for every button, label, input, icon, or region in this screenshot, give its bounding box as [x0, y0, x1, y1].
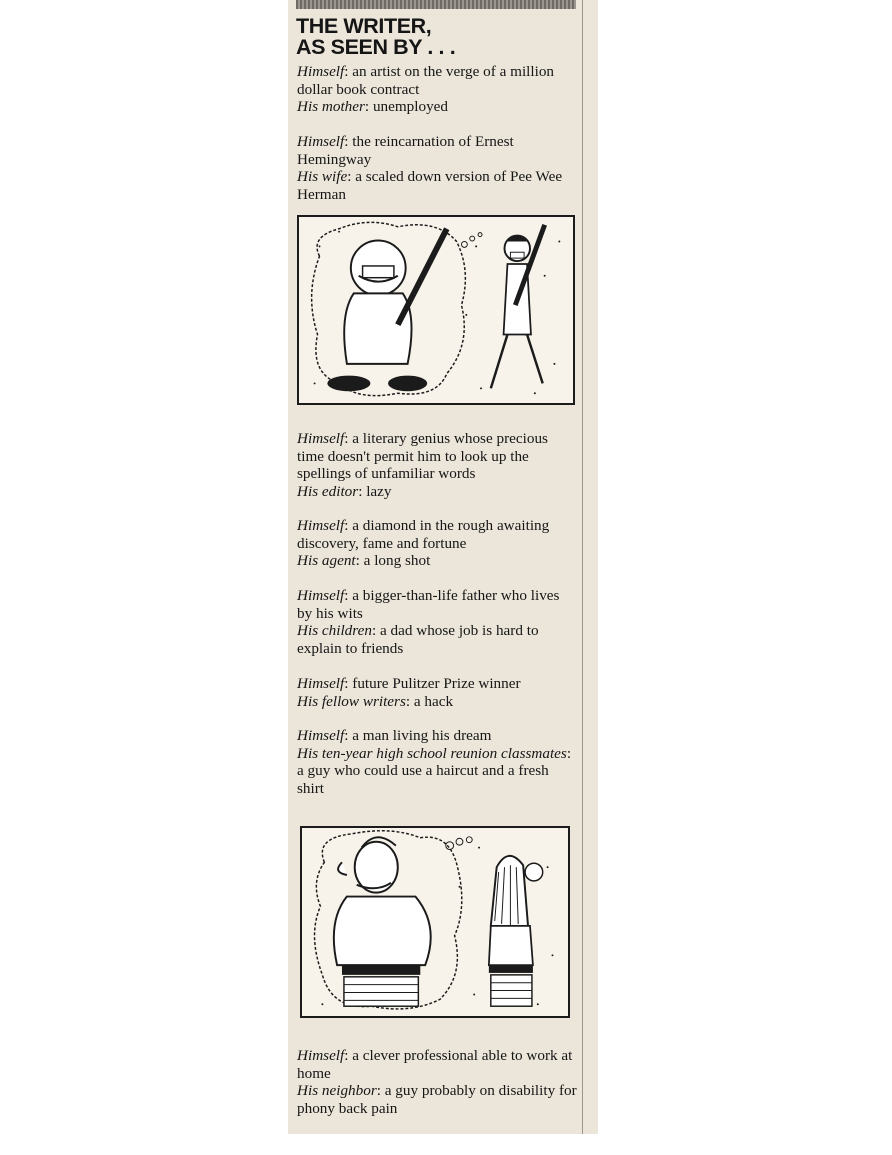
self-text: : a literary genius whose precious time doesn't permit him to look up the spellings of unfamiliar words [297, 430, 548, 482]
self-label: Himself [297, 1047, 345, 1064]
self-label: Himself [297, 675, 345, 692]
other-view [297, 1082, 577, 1117]
other-view [297, 622, 577, 657]
entry-classmates [297, 727, 577, 797]
other-label: His neighbor [297, 1082, 377, 1099]
self-label: Himself [297, 587, 345, 604]
column-rule [582, 0, 583, 1134]
self-label: Himself [297, 517, 345, 534]
self-view [297, 133, 577, 168]
other-text: : a guy who could use a haircut and a fresh shirt [297, 744, 572, 797]
other-view [297, 168, 577, 203]
self-view [297, 1047, 577, 1082]
other-view [297, 98, 577, 116]
other-text: : lazy [358, 482, 392, 500]
entry-mother [297, 63, 577, 116]
cartoon-hemingway [297, 215, 575, 405]
self-label: Himself [297, 430, 345, 447]
self-text: : a man living his dream [344, 727, 492, 744]
self-text: : a clever professional able to work at home [297, 1047, 573, 1082]
self-text: : the reincarnation of Ernest Hemingway [297, 133, 514, 168]
other-label: His fellow writers [297, 692, 406, 710]
self-label: Himself [297, 133, 345, 150]
self-view [297, 727, 577, 745]
other-label: His mother [297, 98, 365, 115]
entry-editor [297, 430, 577, 500]
self-label: Himself [297, 63, 345, 80]
newspaper-clipping [288, 0, 598, 1134]
other-view [297, 693, 577, 711]
headline-line-1: THE WRITER, [296, 14, 432, 38]
self-text: : a bigger-than-life father who lives by his wits [297, 587, 560, 622]
other-view [297, 745, 577, 798]
other-label: His wife [297, 168, 348, 185]
self-view [297, 430, 577, 483]
cartoon-haircut-drawing [302, 828, 568, 1016]
self-view [297, 63, 577, 98]
other-view [297, 483, 577, 501]
other-text: : a dad whose job is hard to explain to friends [297, 622, 539, 657]
entry-wife [297, 133, 577, 203]
other-text: : a long shot [355, 552, 431, 569]
cartoon-haircut [300, 826, 570, 1018]
other-text: : unemployed [364, 98, 449, 115]
cartoon-hemingway-drawing [299, 217, 573, 403]
other-label: His editor [297, 482, 359, 500]
self-view [297, 675, 577, 693]
other-label: His agent [297, 552, 356, 569]
entry-fellow-writers [297, 675, 577, 710]
other-text: : a hack [405, 692, 454, 710]
self-label: Himself [297, 727, 345, 744]
headline [296, 16, 576, 58]
self-view [297, 517, 577, 552]
entry-agent [297, 517, 577, 570]
self-text: : future Pulitzer Prize winner [344, 675, 521, 692]
other-label: His ten-year high school reunion classmates [297, 744, 567, 762]
other-label: His children [297, 622, 372, 639]
other-view [297, 552, 577, 570]
self-text: : a diamond in the rough awaiting discovery, fame and fortune [297, 517, 550, 552]
other-text: : a guy probably on disability for phony back pain [297, 1082, 577, 1117]
other-text: : a scaled down version of Pee Wee Herman [297, 168, 563, 203]
headline-line-2: AS SEEN BY . . . [296, 35, 456, 59]
self-text: : an artist on the verge of a million dollar book contract [297, 63, 555, 98]
self-view [297, 587, 577, 622]
entry-children [297, 587, 577, 657]
entry-neighbor [297, 1047, 577, 1117]
